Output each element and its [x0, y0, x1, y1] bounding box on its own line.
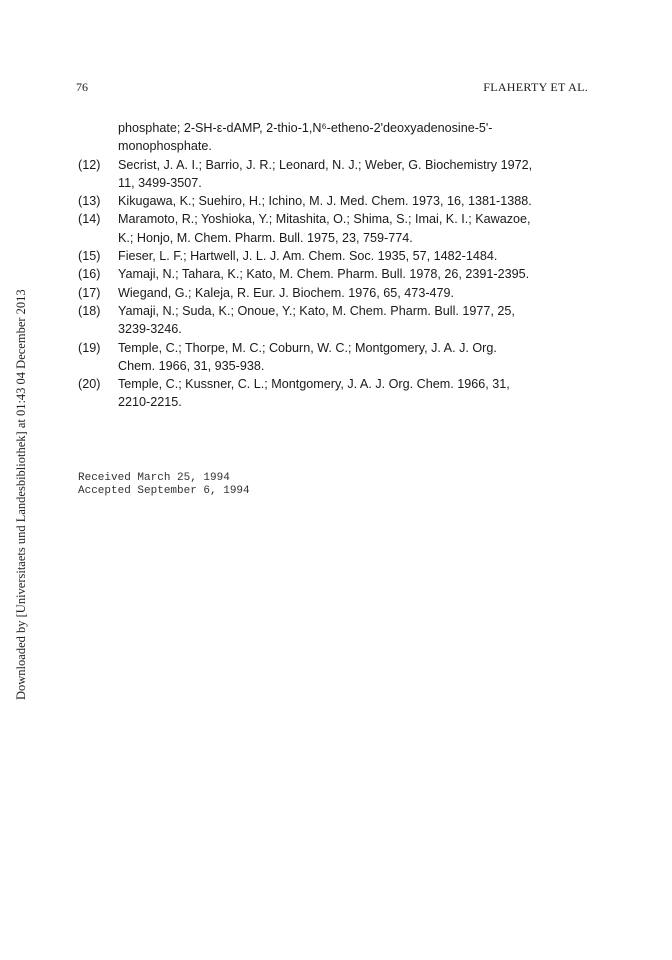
reference-line: K.; Honjo, M. Chem. Pharm. Bull. 1975, 23, 759-774. — [118, 230, 413, 245]
reference-number: (17) — [78, 285, 101, 300]
reference-item — [78, 192, 598, 210]
reference-number: (16) — [78, 267, 101, 282]
reference-line: Yamaji, N.; Suda, K.; Onoue, Y.; Kato, M. Chem. Pharm. Bull. 1977, 25, — [118, 303, 515, 318]
reference-item — [78, 302, 598, 339]
reference-number: (20) — [78, 377, 101, 392]
reference-number: (18) — [78, 303, 101, 318]
reference-number: (19) — [78, 340, 101, 355]
received-accepted-dates — [78, 472, 250, 498]
accepted-date: Accepted September 6, 1994 — [78, 485, 250, 497]
continuation-line: monophosphate. — [118, 139, 212, 154]
reference-line: Kikugawa, K.; Suehiro, H.; Ichino, M. J. Med. Chem. 1973, 16, 1381-1388. — [118, 194, 532, 209]
reference-line: Chem. 1966, 31, 935-938. — [118, 358, 265, 373]
reference-line: Maramoto, R.; Yoshioka, Y.; Mitashita, O.; Shima, S.; Imai, K. I.; Kawazoe, — [118, 212, 531, 227]
reference-line: Fieser, L. F.; Hartwell, J. L. J. Am. Chem. Soc. 1935, 57, 1482-1484. — [118, 249, 498, 264]
reference-line: Temple, C.; Kussner, C. L.; Montgomery, J. A. J. Org. Chem. 1966, 31, — [118, 377, 510, 392]
download-watermark: Downloaded by [Universitaets und Landesbibliothek] at 01:43 04 December 2013 — [14, 289, 28, 700]
reference-item — [78, 210, 598, 247]
reference-item — [78, 156, 598, 193]
reference-line: Yamaji, N.; Tahara, K.; Kato, M. Chem. Pharm. Bull. 1978, 26, 2391-2395. — [118, 267, 530, 282]
continuation-text — [78, 119, 598, 156]
reference-line: Wiegand, G.; Kaleja, R. Eur. J. Biochem. 1976, 65, 473-479. — [118, 285, 455, 300]
reference-item — [78, 339, 598, 376]
reference-number: (12) — [78, 157, 101, 172]
continuation-line: phosphate; 2-SH-ε-dAMP, 2-thio-1,N⁶-etheno-2'deoxyadenosine-5'- — [118, 121, 493, 135]
reference-line: 11, 3499-3507. — [118, 175, 202, 190]
reference-number: (14) — [78, 212, 101, 227]
reference-line: 3239-3246. — [118, 322, 182, 337]
reference-number: (13) — [78, 194, 101, 209]
received-date: Received March 25, 1994 — [78, 472, 230, 484]
reference-number: (15) — [78, 249, 101, 264]
reference-line: Temple, C.; Thorpe, M. C.; Coburn, W. C.; Montgomery, J. A. J. Org. — [118, 340, 497, 355]
reference-item — [78, 375, 598, 412]
reference-line: 2210-2215. — [118, 395, 182, 410]
running-head: FLAHERTY ET AL. — [483, 80, 588, 94]
reference-item — [78, 247, 598, 265]
reference-item — [78, 284, 598, 302]
reference-line: Secrist, J. A. I.; Barrio, J. R.; Leonard, N. J.; Weber, G. Biochemistry 1972, — [118, 157, 533, 172]
page-number: 76 — [76, 80, 88, 94]
reference-item — [78, 265, 598, 283]
reference-list — [78, 119, 598, 412]
